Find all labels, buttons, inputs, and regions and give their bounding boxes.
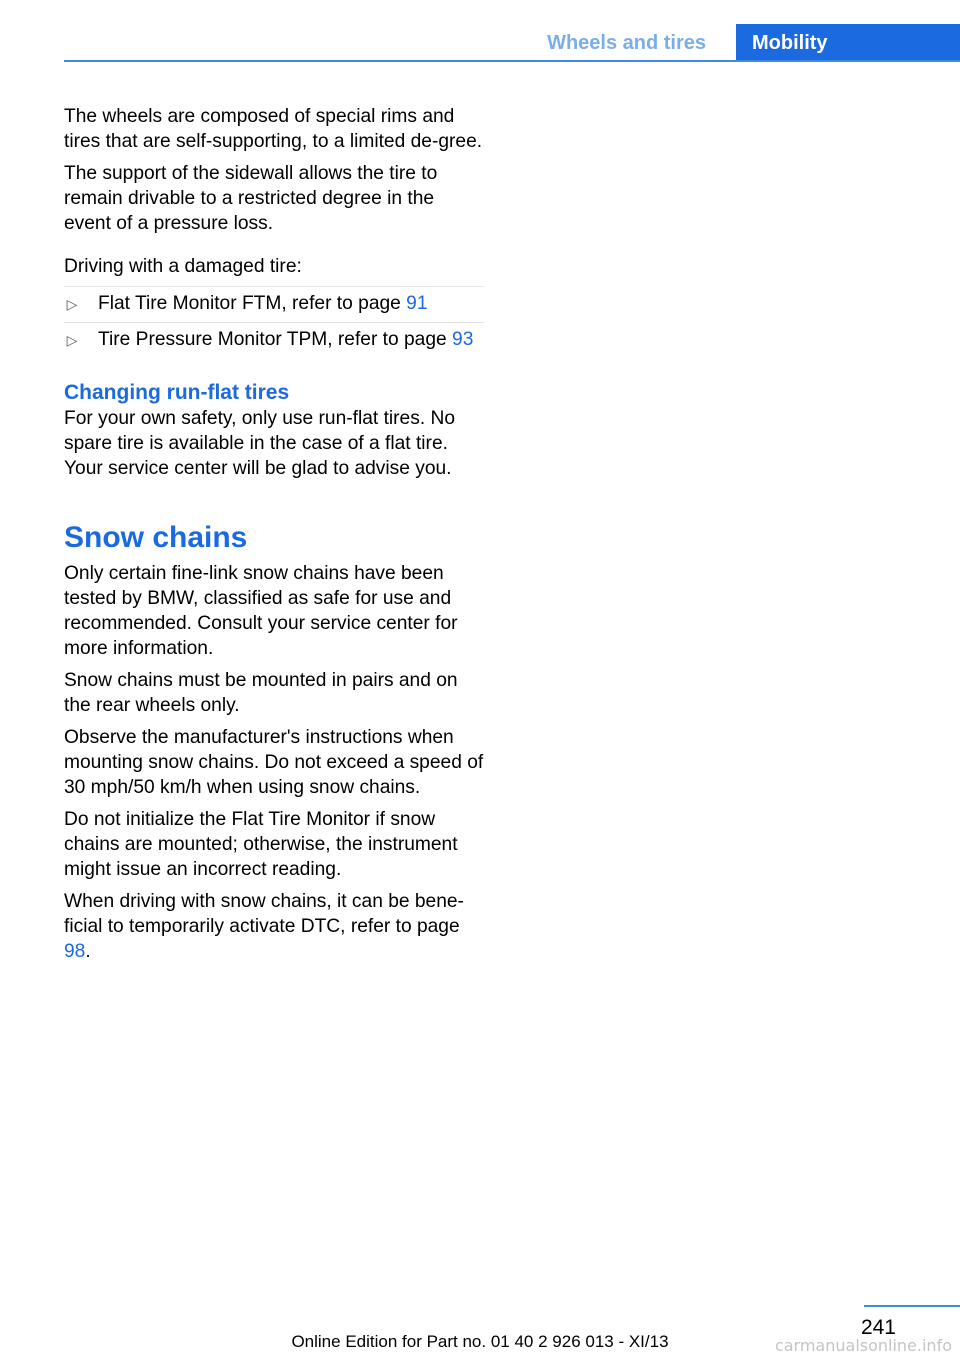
header-rule bbox=[64, 60, 960, 62]
watermark: carmanualsonline.info bbox=[774, 1336, 952, 1355]
triangle-right-icon: ▷ bbox=[66, 332, 78, 348]
damaged-tire-intro: Driving with a damaged tire: bbox=[64, 256, 302, 277]
page-number: 241 bbox=[860, 1316, 896, 1339]
heading-snow-chains: Snow chains bbox=[64, 521, 248, 554]
edition-line: Online Edition for Part no. 01 40 2 926 013 - XI/13 bbox=[291, 1332, 669, 1351]
page-content bbox=[64, 104, 484, 971]
footer-rule bbox=[864, 1305, 960, 1307]
page-link-93[interactable]: 93 bbox=[452, 329, 474, 350]
page-link-98[interactable]: 98 bbox=[64, 941, 86, 962]
intro-paragraph-1: The wheels are composed of special rims and tires that are self-supporting, to a limited de-gree. bbox=[64, 106, 483, 152]
intro-paragraph-2: The support of the sidewall allows the tire to remain drivable to a restricted degree in the event of a pressure loss. bbox=[64, 163, 438, 234]
header-section-title: Wheels and tires bbox=[547, 32, 706, 54]
list-item-text: Flat Tire Monitor FTM, refer to page bbox=[98, 293, 407, 314]
list-item bbox=[64, 286, 484, 322]
snow-paragraph-2: Snow chains must be mounted in pairs and on the rear wheels only. bbox=[64, 670, 458, 716]
damaged-tire-list bbox=[64, 286, 484, 358]
list-item-text: Tire Pressure Monitor TPM, refer to page bbox=[98, 329, 453, 350]
snow-paragraph-3: Observe the manufacturer's instructions when mounting snow chains. Do not exceed a speed of 30 mph/50 km/h when using snow chains. bbox=[64, 727, 484, 798]
list-item bbox=[64, 322, 484, 358]
triangle-right-icon: ▷ bbox=[66, 296, 78, 312]
snow-paragraph-5-end: . bbox=[85, 941, 91, 962]
page-link-91[interactable]: 91 bbox=[406, 293, 428, 314]
snow-paragraph-4: Do not initialize the Flat Tire Monitor if snow chains are mounted; otherwise, the instrument might issue an incorrect reading. bbox=[64, 809, 458, 880]
snow-paragraph-1: Only certain fine-link snow chains have been tested by BMW, classified as safe for use and recommended. Consult your service center for more information. bbox=[64, 563, 458, 659]
snow-paragraph-5 bbox=[64, 889, 484, 964]
run-flat-paragraph: For your own safety, only use run-flat tires. No spare tire is available in the case of a flat tire. Your service center will be glad to advise you. bbox=[64, 408, 456, 479]
snow-paragraph-5-text: When driving with snow chains, it can be bene-ficial to temporarily activate DTC, refer to page bbox=[64, 891, 464, 937]
subheading-run-flat: Changing run-flat tires bbox=[64, 381, 290, 404]
header-chapter-tab: Mobility bbox=[736, 24, 960, 62]
